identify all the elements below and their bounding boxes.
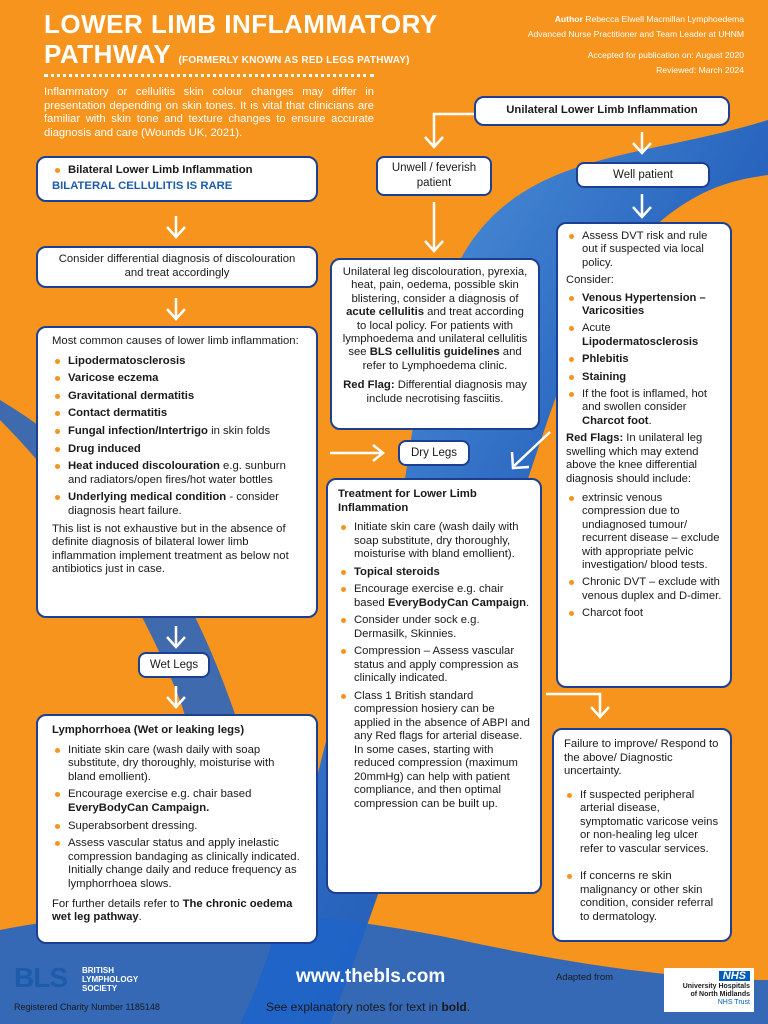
title-divider	[44, 74, 374, 81]
list-item: Initiate skin care (wash daily with soap substitute, dry thoroughly, moisturise with bland emollient).	[52, 744, 302, 785]
list-item: Underlying medical condition - consider diagnosis heart failure.	[52, 491, 302, 518]
title-subtitle: (FORMERLY KNOWN AS RED LEGS PATHWAY)	[178, 55, 410, 66]
arrow-diagonal-icon	[504, 428, 554, 472]
list-item: Varicose eczema	[52, 372, 302, 386]
bilateral-box	[36, 156, 318, 202]
charity-number: Registered Charity Number 1185148	[14, 1002, 160, 1012]
list-item: Gravitational dermatitis	[52, 390, 302, 404]
list-item: Assess vascular status and apply inelastic compression bandaging as clinically indicated. Initially change daily and reduce frequency as lymphorrhoea slows.	[52, 837, 302, 891]
list-item: Encourage exercise e.g. chair based EveryBodyCan Campaign.	[338, 583, 530, 610]
list-item: Fungal infection/Intertrigo in skin folds	[52, 425, 302, 439]
failure-box	[552, 728, 732, 942]
list-item: Phlebitis	[566, 353, 722, 366]
list-item: Chronic DVT – exclude with venous duplex and D-dimer.	[566, 576, 722, 603]
arrow-down-icon	[630, 192, 654, 220]
list-item: Topical steroids	[338, 566, 530, 580]
list-item: Assess DVT risk and rule out if suspected via local policy.	[566, 230, 722, 270]
bilateral-note: BILATERAL CELLULITIS IS RARE	[52, 179, 233, 192]
treatment-heading: Treatment for Lower Limb Inflammation	[338, 488, 477, 514]
arrow-down-icon	[630, 130, 654, 156]
page-title: LOWER LIMB INFLAMMATORY	[44, 9, 438, 39]
list-item: Lipodermatosclerosis	[52, 355, 302, 369]
well-patient-label: Well patient	[576, 162, 710, 188]
list-item: If the foot is inflamed, hot and swollen consider Charcot foot.	[566, 388, 722, 428]
red-flag-note: Red Flag: Differential diagnosis may include necrotising fasciitis.	[343, 379, 527, 405]
list-item: If suspected peripheral arterial disease, symptomatic varicose veins or non-healing leg ulcer refer to vascular services.	[564, 789, 720, 857]
bilateral-heading: Bilateral Lower Limb Inflammation	[52, 164, 302, 178]
list-item: Initiate skin care (wash daily with soap substitute, dry thoroughly, moisturise with bland emollient).	[338, 521, 530, 562]
website-link[interactable]: www.thebls.com	[296, 966, 446, 987]
list-item: Compression – Assess vascular status and apply compression as clinically indicated.	[338, 645, 530, 686]
further-details: For further details refer to The chronic oedema wet leg pathway.	[52, 897, 293, 924]
author-block: Author Rebecca Elwell Macmillan Lymphoedema Advanced Nurse Practitioner and Team Leader at UHNM Accepted for publication on: August 2020 Reviewed: March 2024	[527, 14, 744, 75]
acute-cellulitis-text: Unilateral leg discolouration, pyrexia, heat, pain, oedema, possible skin blistering, consider a diagnosis of acute cellulitis and treat according to local policy. For patients with lymphoedema and unilateral cellulitis see BLS cellulitis guidelines and refer to Lymphoedema clinic.	[342, 266, 528, 372]
list-item: Venous Hypertension – Varicosities	[566, 292, 722, 319]
consider-label: Consider:	[566, 274, 614, 287]
well-patient-box	[556, 222, 732, 688]
bls-logo-text: BRITISH LYMPHOLOGY SOCIETY	[82, 966, 139, 993]
arrow-down-icon	[164, 214, 188, 240]
list-item: Class 1 British standard compression hosiery can be applied in the absence of ABPI and any Red flags for arterial disease. In some cases, starting with reduced compression (maximum 20mmHg) can help with patient compliance, and then optimal compression can be built up.	[338, 690, 530, 812]
treatment-box	[326, 478, 542, 894]
arrow-down-icon	[422, 200, 446, 254]
list-item: Staining	[566, 371, 722, 384]
wet-legs-label: Wet Legs	[138, 652, 210, 678]
arrow-down-icon	[164, 624, 188, 650]
list-item: Drug induced	[52, 443, 302, 457]
dry-legs-label: Dry Legs	[398, 440, 470, 466]
list-item: extrinsic venous compression due to undiagnosed tumour/ recurrent disease – exclude with appropriate pelvic investigation/ blood tests.	[566, 492, 722, 572]
list-item: Contact dermatitis	[52, 407, 302, 421]
common-causes-intro: Most common causes of lower limb inflammation:	[52, 335, 299, 347]
differential-box: Consider differential diagnosis of discolouration and treat accordingly	[36, 246, 318, 288]
list-item: Heat induced discolouration e.g. sunburn and radiators/open fires/hot water bottles	[52, 460, 302, 487]
arrow-down-icon	[164, 684, 188, 710]
unilateral-box: Unilateral Lower Limb Inflammation	[474, 96, 730, 126]
common-causes-footer: This list is not exhaustive but in the absence of definite diagnosis of bilateral lower limb inflammation implement treatment as below not antibiotics just in case.	[52, 522, 289, 576]
list-item: Superabsorbent dressing.	[52, 820, 302, 834]
failure-intro: Failure to improve/ Respond to the above/ Diagnostic uncertainty.	[564, 738, 719, 777]
list-item: If concerns re skin malignancy or other skin condition, consider referral to dermatology.	[564, 870, 720, 924]
nhs-logo: NHS University Hospitals of North Midlands NHS Trust	[664, 968, 754, 1012]
adapted-from: Adapted from	[556, 972, 614, 983]
common-causes-box	[36, 326, 318, 618]
unwell-patient-label: Unwell / feverish patient	[376, 156, 492, 196]
bls-logo: BLS	[14, 962, 67, 993]
lymphorrhoea-heading: Lymphorrhoea (Wet or leaking legs)	[52, 724, 245, 736]
list-item: Encourage exercise e.g. chair based EveryBodyCan Campaign.	[52, 788, 302, 815]
arrow-down-icon	[164, 296, 188, 322]
acute-cellulitis-box	[330, 258, 540, 430]
explanatory-note: See explanatory notes for text in bold.	[266, 1000, 471, 1014]
causes-list	[52, 355, 302, 519]
list-item: Charcot foot	[566, 607, 722, 620]
arrow-down-icon	[544, 690, 614, 722]
list-item: Consider under sock e.g. Dermasilk, Skinnies.	[338, 614, 530, 641]
list-item: Acute Lipodermatosclerosis	[566, 322, 722, 349]
lymphorrhoea-box	[36, 714, 318, 944]
page-title-line2: PATHWAY (FORMERLY KNOWN AS RED LEGS PATHWAY)	[44, 39, 410, 69]
intro-text: Inflammatory or cellulitis skin colour changes may differ in presentation depending on skin tones. It is vital that clinicians are familiar with skin tone and texture changes to ensure accurate diagnosis and care (Wounds UK, 2021).	[44, 86, 374, 139]
arrow-right-icon	[328, 442, 386, 464]
arrow-down-icon	[420, 112, 476, 152]
red-flags-note: Red Flags: In unilateral leg swelling which may extend above the knee differential diagnosis should include:	[566, 432, 703, 485]
